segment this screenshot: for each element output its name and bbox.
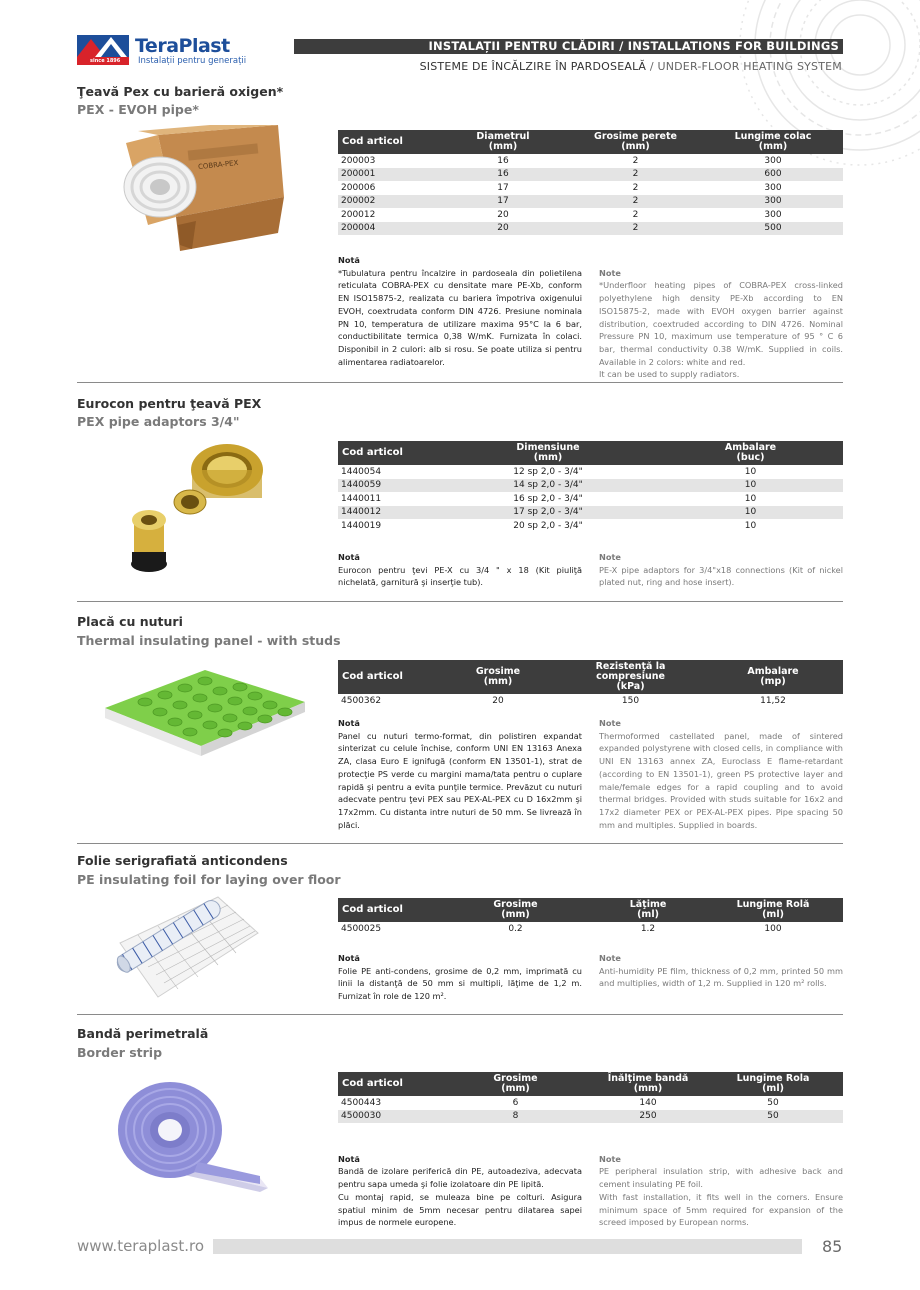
column-header-label: Grosime (mm) xyxy=(475,666,521,687)
note-text: Eurocon pentru ţevi PE-X cu 3/4 " x 18 (Kit piuliţă nichelată, garnitură şi inserţie tub). xyxy=(338,564,582,588)
note-ro xyxy=(338,1140,582,1229)
cell: 50 xyxy=(767,1097,779,1108)
column-header-label: Cod articol xyxy=(342,447,403,458)
column-header xyxy=(568,130,703,154)
cell: 300 xyxy=(703,195,843,209)
brand-logo[interactable] xyxy=(77,35,247,67)
cell: 12 sp 2,0 - 3/4" xyxy=(513,466,583,477)
note-text: *Underfloor heating pipes of COBRA-PEX cross-linked polyethylene high density PE-Xb according to EN ISO15875-2, made with EVOH oxygen barrier against distribution, coextruded according to DIN 4726. Nominal Pressure PN 10, maximum use temperature of 95 ° C 6 bar, thermal conductivity 0.38 W/mK. Supplied in coils. Available in 2 colors: white and red. It can be used to supply radiators. xyxy=(599,280,843,380)
cell: 17 xyxy=(497,182,509,193)
table-header xyxy=(338,898,843,922)
studded-panel-image xyxy=(105,660,305,780)
note-heading: Notă xyxy=(338,718,360,728)
cell: 2 xyxy=(632,155,639,166)
cell: 100 xyxy=(764,923,782,934)
note-text: PE-X pipe adaptors for 3/4"x18 connections (Kit of nickel plated nut, ring and hose insert). xyxy=(599,564,843,588)
cell: 1440019 xyxy=(341,520,382,531)
cell: 6 xyxy=(512,1097,519,1108)
column-header xyxy=(438,1072,593,1096)
note-en xyxy=(599,551,843,589)
cell: 200002 xyxy=(338,195,438,209)
note-ro xyxy=(338,254,582,368)
column-header-label: Cod articol xyxy=(342,1078,403,1089)
footer-bar xyxy=(213,1239,802,1254)
note-en xyxy=(599,1140,843,1229)
cell: 14 sp 2,0 - 3/4" xyxy=(438,479,658,493)
section-divider xyxy=(77,843,843,844)
subcategory-sep: / xyxy=(646,60,658,73)
note-ro xyxy=(338,952,582,1003)
column-header-label: Rezistenţă la compresiune (kPa) xyxy=(595,661,666,692)
cell: 150 xyxy=(621,695,640,706)
section-title-en: PEX - EVOH pipe* xyxy=(77,102,199,117)
spec-table xyxy=(338,898,843,936)
table-row xyxy=(338,492,843,506)
column-header-label: Ambalare (buc) xyxy=(724,442,777,463)
cell: 20 sp 2,0 - 3/4" xyxy=(513,520,583,531)
cell: 200006 xyxy=(341,182,376,193)
pe-foil-roll-image xyxy=(108,893,268,1003)
table-row xyxy=(338,181,843,195)
note-text: Bandă de izolare periferică din PE, autoadeziva, adecvata pentru sapa umeda şi folie izolatoare din PE lipită. Cu montaj rapid, se muleaza bine pe colturi. Asigura spatiul minim de 5mm necesar pentru dilatarea sapei impus de normele europene. xyxy=(338,1166,582,1228)
cell: 2 xyxy=(632,182,639,193)
column-header xyxy=(703,130,843,154)
border-strip-roll-image xyxy=(110,1068,275,1193)
note-heading: Notă xyxy=(338,255,360,265)
note-ro xyxy=(338,551,582,589)
column-header xyxy=(338,898,438,922)
subcategory xyxy=(420,60,842,73)
section-title-ro: Eurocon pentru ţeavă PEX xyxy=(77,396,262,411)
section-title-ro: Bandă perimetrală xyxy=(77,1026,209,1041)
cell: 4500030 xyxy=(338,1110,438,1124)
table-row xyxy=(338,195,843,209)
cell: 0.2 xyxy=(508,923,523,934)
cell: 140 xyxy=(639,1097,657,1108)
cell: 17 sp 2,0 - 3/4" xyxy=(438,506,658,520)
cell: 10 xyxy=(744,493,757,504)
cell: 250 xyxy=(593,1110,703,1124)
column-header-label: Diametrul (mm) xyxy=(476,131,530,152)
cell: 200001 xyxy=(338,168,438,182)
column-header-label: Grosime (mm) xyxy=(493,899,538,920)
note-text: PE peripheral insulation strip, with adhesive back and cement insulating PE foil. With fast installation, it fits well in the corners. Ensure minimum space of 5mm required for expansion of the screed imposed by European norms. xyxy=(599,1166,843,1228)
cell: 500 xyxy=(703,222,843,236)
table-row xyxy=(338,465,843,479)
column-header xyxy=(338,130,438,154)
cell: 2 xyxy=(632,209,639,220)
section-divider xyxy=(77,1014,843,1015)
column-header-label: Cod articol xyxy=(342,671,403,682)
section-title-en: Border strip xyxy=(77,1045,163,1060)
cell: 300 xyxy=(764,155,782,166)
table-row xyxy=(338,168,843,182)
logo-name: TeraPlast xyxy=(135,35,230,57)
section-title-en: Thermal insulating panel - with studs xyxy=(77,633,341,648)
table-header xyxy=(338,1072,843,1096)
note-heading: Note xyxy=(599,552,621,562)
column-header xyxy=(703,660,843,694)
cell: 4500025 xyxy=(341,923,382,934)
table-row xyxy=(338,208,843,222)
subcategory-ro: SISTEME DE ÎNCĂLZIRE ÎN PARDOSEALĂ xyxy=(419,60,647,73)
cell: 2 xyxy=(568,195,703,209)
table-header xyxy=(338,660,843,694)
column-header xyxy=(438,130,568,154)
cell: 1.2 xyxy=(640,923,656,934)
table-row xyxy=(338,519,843,533)
table-row xyxy=(338,1110,843,1124)
cell: 20 xyxy=(438,222,568,236)
section-divider xyxy=(77,601,843,602)
column-header-label: Lungime Rolă (ml) xyxy=(736,899,810,920)
table-header xyxy=(338,441,843,465)
note-text: Anti-humidity PE film, thickness of 0,2 mm, printed 50 mm and multiplies, width of 1,2 m. Supplied in 120 m² rolls. xyxy=(599,965,843,989)
note-en xyxy=(599,952,843,990)
cell: 300 xyxy=(764,182,782,193)
subcategory-en: UNDER-FLOOR HEATING SYSTEM xyxy=(657,60,842,73)
note-ro xyxy=(338,717,582,831)
table-row xyxy=(338,222,843,236)
cell: 11,52 xyxy=(760,695,786,706)
column-header xyxy=(338,1072,438,1096)
note-heading: Notă xyxy=(338,953,360,963)
section-title-ro: Ţeavă Pex cu barieră oxigen* xyxy=(77,84,284,99)
column-header-label: Cod articol xyxy=(342,136,403,147)
note-text: *Tubulatura pentru încalzire in pardoseala din polietilena reticulata COBRA-PEX cu densitate mare PE-Xb, conform EN ISO15875-2, realizata cu bariera împotriva oxigenului EVOH, coextrudata conform DIN 4726. Presiune nominala PN 10, temperatura de utilizare maxima 95°C la 6 bar, conductibilitate termica 0,38 W/mK. Furnizata în colaci. Disponibil in 2 culori: alb si rosu. Se poate utiliza si pentru alimentarea radiatoarelor. xyxy=(338,267,582,367)
column-header-label: Dimensiune (mm) xyxy=(516,442,580,463)
cell: 20 xyxy=(492,695,504,706)
column-header xyxy=(703,898,843,922)
spec-table xyxy=(338,1072,843,1123)
cell: 300 xyxy=(764,209,782,220)
note-heading: Notă xyxy=(338,1153,360,1164)
cell: 50 xyxy=(703,1110,843,1124)
cell: 4500362 xyxy=(341,695,382,706)
note-heading: Note xyxy=(599,267,621,278)
note-text: Thermoformed castellated panel, made of sintered expanded polystyrene with closed cells, in compliance with UNI EN 13163 annex ZA, Euroclass E flame-retardant (according to EN 13501-1), green PS protective layer and male/female edges for a rapid coupling and to avoid thermal bridges. Provided with studs suitable for 16x2 and 17x2 diameter PEX or PEX-AL-PEX pipes. Pipe spacing 50 mm and multiples. Supplied in boards. xyxy=(599,730,843,830)
table-row xyxy=(338,1096,843,1110)
cell: 8 xyxy=(438,1110,593,1124)
note-heading: Notă xyxy=(338,552,360,562)
column-header-label: Înălţime bandă (mm) xyxy=(607,1073,689,1094)
note-text: Panel cu nuturi termo-format, din polistiren expandat sinterizat cu celule închise, conform UNI EN 13163 Anexa ZA, clasa Euro E ignifugă (conform EN 13501-1), strat de protecţie PS verde cu margini mama/tata pentru o cuplare rapidă şi pentru a evita punţile termice. Prevăzut cu nuturi adecvate pentru ţevi PEX sau PEX-AL-PEX cu D 16x2mm şi 17x2mm. Cu distanta intre nuturi de 50 mm. Se livrează în plăci. xyxy=(338,730,582,830)
section-title-en: PE insulating foil for laying over floor xyxy=(77,872,341,887)
cell: 10 xyxy=(658,479,843,493)
column-header xyxy=(703,1072,843,1096)
section-title-ro: Placă cu nuturi xyxy=(77,614,183,629)
column-header-label: Lăţime (ml) xyxy=(629,899,667,920)
category-bar: INSTALAȚII PENTRU CLĂDIRI / INSTALLATIONS FOR BUILDINGS xyxy=(294,39,843,54)
cell: 17 xyxy=(438,195,568,209)
note-text: Folie PE anti-condens, grosime de 0,2 mm, imprimată cu linii la distanţă de 50 mm si multipli, lăţime de 1,2 m. Furnizat în role de 120 m². xyxy=(338,965,582,1002)
pex-adaptor-image xyxy=(112,440,272,580)
footer-url[interactable]: www.teraplast.ro xyxy=(77,1237,205,1255)
note-en xyxy=(599,254,843,381)
cell: 10 xyxy=(744,520,757,531)
spec-table xyxy=(338,660,843,708)
logo-tagline: Instalații pentru generații xyxy=(138,56,247,66)
note-heading: Note xyxy=(599,953,621,963)
table-row xyxy=(338,922,843,936)
column-header xyxy=(338,660,438,694)
table-row xyxy=(338,154,843,168)
cell: 16 sp 2,0 - 3/4" xyxy=(513,493,583,504)
note-heading: Note xyxy=(599,1153,621,1164)
cell: 16 xyxy=(497,155,509,166)
section-title-ro: Folie serigrafiată anticondens xyxy=(77,853,288,868)
cell: 1440059 xyxy=(338,479,438,493)
table-row xyxy=(338,694,843,708)
note-en xyxy=(599,717,843,831)
page-number: 85 xyxy=(822,1237,843,1256)
column-header xyxy=(658,441,843,465)
cell: 2 xyxy=(568,168,703,182)
logo-since: since 1896 xyxy=(90,58,121,64)
column-header-label: Lungime Rola (ml) xyxy=(736,1073,810,1094)
table-row xyxy=(338,506,843,520)
table-row xyxy=(338,479,843,493)
column-header xyxy=(593,1072,703,1096)
column-header xyxy=(438,898,593,922)
cell: 16 xyxy=(438,168,568,182)
cell: 10 xyxy=(744,466,757,477)
cell: 1440012 xyxy=(338,506,438,520)
column-header-label: Lungime colac (mm) xyxy=(734,131,812,152)
cell: 200012 xyxy=(341,209,376,220)
cell: 4500443 xyxy=(341,1097,382,1108)
cell: 200003 xyxy=(341,155,376,166)
svg-text:COBRA-PEX: COBRA-PEX xyxy=(197,158,239,172)
cell: 20 xyxy=(497,209,509,220)
spec-table xyxy=(338,130,843,235)
column-header xyxy=(438,441,658,465)
column-header-label: Grosime perete (mm) xyxy=(594,131,677,152)
cell: 200004 xyxy=(338,222,438,236)
spec-table xyxy=(338,441,843,533)
column-header-label: Grosime (mm) xyxy=(493,1073,538,1094)
cell: 1440011 xyxy=(341,493,382,504)
column-header-label: Ambalare (mp) xyxy=(747,666,799,687)
column-header xyxy=(338,441,438,465)
section-title-en: PEX pipe adaptors 3/4" xyxy=(77,414,240,429)
cell: 10 xyxy=(658,506,843,520)
column-header-label: Cod articol xyxy=(342,904,403,915)
column-header xyxy=(593,898,703,922)
cell: 600 xyxy=(703,168,843,182)
pex-pipe-box-image xyxy=(118,125,286,253)
note-heading: Note xyxy=(599,718,621,728)
table-header xyxy=(338,130,843,154)
cell: 1440054 xyxy=(341,466,382,477)
section-divider xyxy=(77,382,843,383)
column-header xyxy=(438,660,558,694)
cell: 2 xyxy=(568,222,703,236)
column-header xyxy=(558,660,703,694)
